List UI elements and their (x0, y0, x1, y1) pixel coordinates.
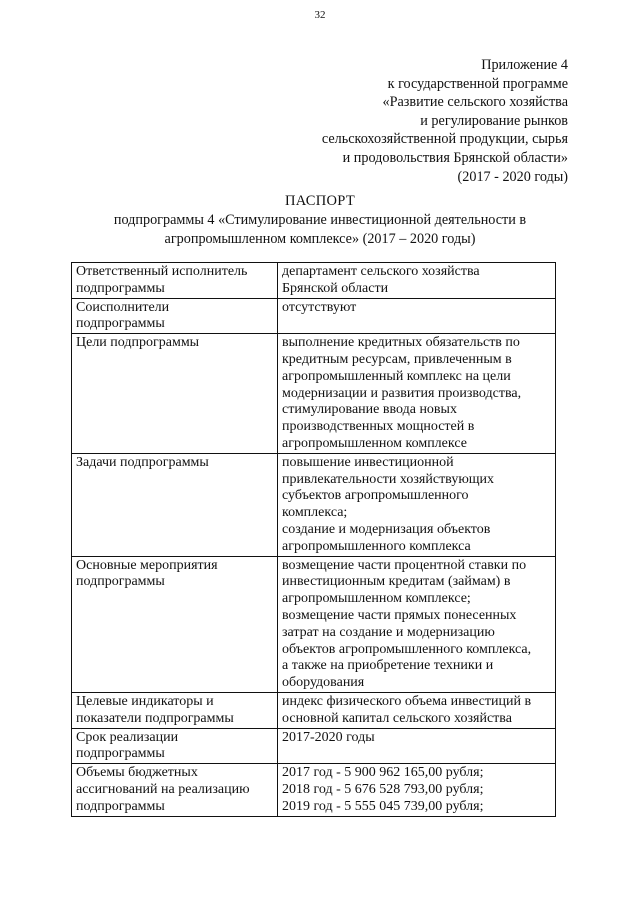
table-row (72, 728, 556, 764)
subtitle-line: агропромышленном комплексе» (2017 – 2020 годы) (164, 230, 476, 247)
cell-line: ассигнований на реализацию (76, 781, 250, 797)
table-row (72, 556, 556, 692)
cell-line: 2018 год - 5 676 528 793,00 рубля; (282, 781, 484, 797)
page-number: 32 (314, 9, 326, 21)
cell-line: агропромышленном комплексе (282, 435, 467, 451)
cell-line: кредитным ресурсам, привлеченным в (282, 351, 512, 367)
cell-line: подпрограммы (76, 746, 165, 762)
cell-line: основной капитал сельского хозяйства (282, 710, 512, 726)
row-label-cell (72, 298, 278, 334)
cell-line: 2017-2020 годы (282, 729, 375, 745)
cell-line: производственных мощностей в (282, 419, 475, 435)
row-label-cell (72, 263, 278, 299)
cell-line: объектов агропромышленного комплекса, (282, 641, 532, 657)
row-label-cell (72, 556, 278, 692)
row-label-cell (72, 764, 278, 816)
row-value-cell (278, 263, 556, 299)
row-label-cell (72, 692, 278, 728)
cell-line: комплекса; (282, 505, 348, 521)
cell-line: оборудования (282, 675, 365, 691)
table-row (72, 764, 556, 816)
cell-line: агропромышленного комплекса (282, 538, 471, 554)
cell-line: выполнение кредитных обязательств по (282, 335, 520, 351)
cell-line: Срок реализации (76, 729, 179, 745)
cell-line: повышение инвестиционной (282, 454, 454, 470)
row-label-cell (72, 453, 278, 556)
passport-table (71, 262, 556, 817)
table-row (72, 263, 556, 299)
cell-line: модернизации и развития производства, (282, 385, 522, 401)
row-value-cell (278, 692, 556, 728)
appendix-line: и регулирование рынков (420, 112, 568, 129)
subtitle-line: подпрограммы 4 «Стимулирование инвестиционной деятельности в (113, 212, 527, 228)
cell-line: Задачи подпрограммы (76, 454, 209, 470)
appendix-line: «Развитие сельского хозяйства (382, 94, 568, 111)
cell-line: Соисполнители (76, 299, 170, 315)
row-label-cell (72, 334, 278, 454)
cell-line: создание и модернизация объектов (282, 521, 491, 537)
cell-line: Целевые индикаторы и (76, 693, 214, 709)
row-value-cell (278, 453, 556, 556)
cell-line: 2017 год - 5 900 962 165,00 рубля; (282, 765, 484, 781)
cell-line: Брянской области (282, 280, 389, 296)
table-row (72, 334, 556, 454)
row-value-cell (278, 334, 556, 454)
cell-line: стимулирование ввода новых (282, 402, 457, 418)
row-value-cell (278, 298, 556, 334)
passport-subtitle (0, 211, 640, 248)
passport-title: ПАСПОРТ (284, 193, 356, 209)
cell-line: подпрограммы (76, 316, 165, 332)
cell-line: затрат на создание и модернизацию (282, 624, 495, 640)
cell-line: показатели подпрограммы (76, 710, 234, 726)
appendix-header (168, 56, 568, 186)
appendix-line: к государственной программе (387, 75, 568, 92)
table-row (72, 453, 556, 556)
cell-line: агропромышленный комплекс на цели (282, 368, 511, 384)
row-value-cell (278, 764, 556, 816)
table-row (72, 298, 556, 334)
cell-line: 2019 год - 5 555 045 739,00 рубля; (282, 798, 484, 814)
cell-line: индекс физического объема инвестиций в (282, 693, 532, 709)
cell-line: агропромышленном комплексе; (282, 591, 471, 607)
cell-line: Цели подпрограммы (76, 335, 200, 351)
appendix-line: сельскохозяйственной продукции, сырья (321, 131, 568, 148)
cell-line: Ответственный исполнитель (76, 264, 248, 279)
row-value-cell (278, 556, 556, 692)
cell-line: возмещение части процентной ставки по (282, 557, 527, 573)
row-label-cell (72, 728, 278, 764)
cell-line: отсутствуют (282, 299, 357, 315)
cell-line: привлекательности хозяйствующих (282, 471, 495, 487)
appendix-line: Приложение 4 (481, 57, 568, 73)
appendix-line: и продовольствия Брянской области» (342, 149, 568, 166)
appendix-line: (2017 - 2020 годы) (457, 168, 568, 185)
cell-line: департамент сельского хозяйства (282, 264, 480, 279)
cell-line: подпрограммы (76, 798, 165, 814)
cell-line: а также на приобретение техники и (282, 658, 494, 674)
cell-line: инвестиционным кредитам (займам) в (282, 574, 511, 590)
cell-line: возмещение части прямых понесенных (282, 607, 517, 623)
cell-line: Объемы бюджетных (76, 765, 198, 781)
cell-line: Основные мероприятия (76, 557, 218, 573)
cell-line: подпрограммы (76, 574, 165, 590)
cell-line: субъектов агропромышленного (282, 488, 469, 504)
row-value-cell (278, 728, 556, 764)
table-row (72, 692, 556, 728)
cell-line: подпрограммы (76, 280, 165, 296)
